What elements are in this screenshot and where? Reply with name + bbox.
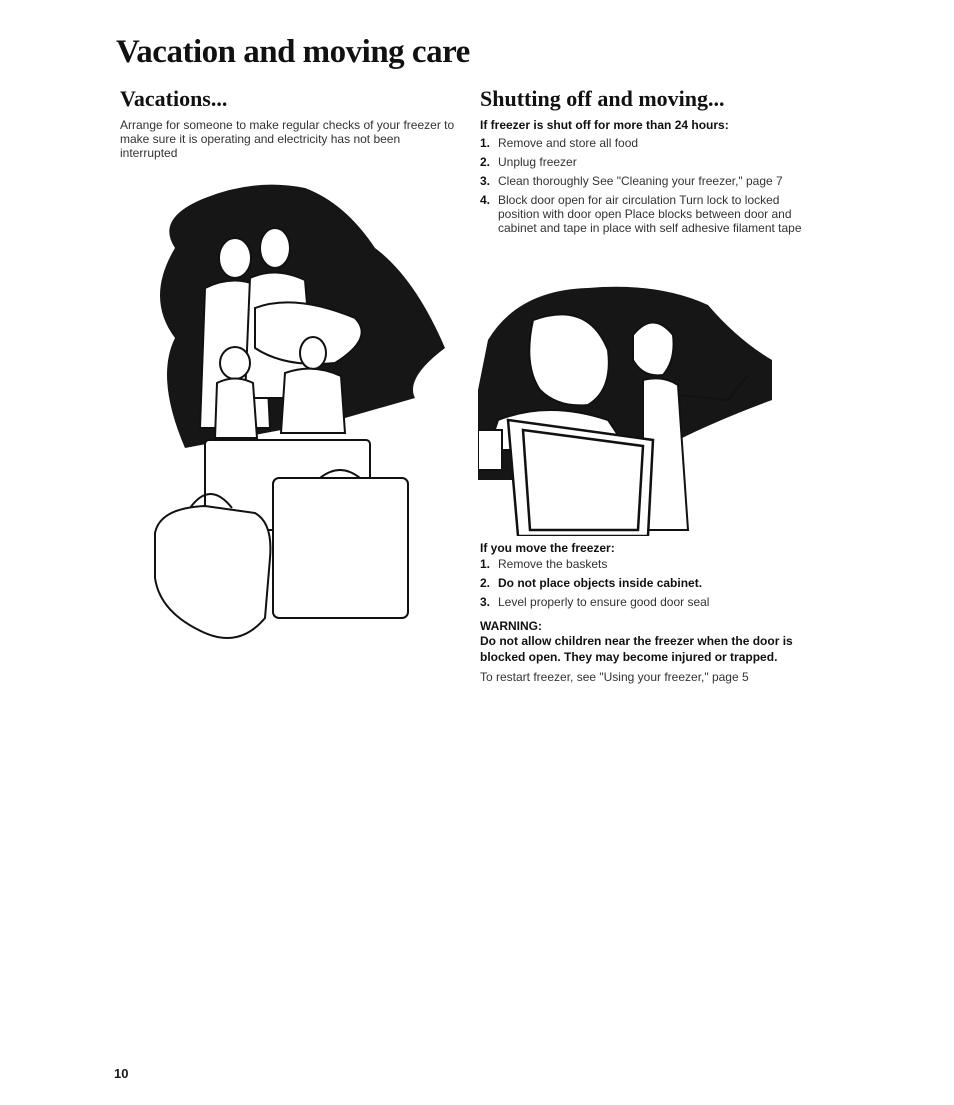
shutting-off-title: Shutting off and moving... [480, 86, 725, 111]
list-item: 3. Level properly to ensure good door seal [480, 595, 710, 609]
list-item: 1. Remove and store all food [480, 136, 639, 150]
illus-freezer [508, 420, 653, 536]
moving-section [480, 541, 820, 684]
list-item: 1. Remove the baskets [480, 557, 608, 571]
moving-steps [480, 557, 820, 609]
warning-text: Do not allow children near the freezer when the door is blocked open. They may become injured or trapped. [480, 634, 793, 664]
shutting-off-subtitle: If freezer is shut off for more than 24 hours: [480, 118, 729, 132]
family-luggage-illustration [145, 178, 455, 656]
list-item: 2. Do not place objects inside cabinet. [480, 576, 703, 590]
list-item: 4. Block door open for air circulation Turn lock to locked position with door open Place blocks between door and cabinet and tape in place with self adhesive filament tape [480, 193, 802, 235]
moving-freezer-illustration [478, 280, 772, 536]
warning-label: WARNING: [480, 619, 542, 633]
list-item: 2. Unplug freezer [480, 155, 577, 169]
illus-luggage [155, 440, 408, 638]
moving-subtitle: If you move the freezer: [480, 541, 615, 555]
vacations-text: Arrange for someone to make regular checks of your freezer to make sure it is operating and electricity has not been interrupted [120, 118, 455, 160]
page-title: Vacation and moving care [116, 34, 470, 70]
vacations-section [120, 86, 460, 160]
shutting-off-section [480, 86, 820, 240]
list-item: 3. Clean thoroughly See "Cleaning your freezer," page 7 [480, 174, 783, 188]
shutting-off-steps [480, 136, 820, 235]
restart-text: To restart freezer, see "Using your freezer," page 5 [480, 670, 749, 684]
vacations-title: Vacations... [120, 86, 228, 111]
page-number: 10 [114, 1066, 129, 1081]
